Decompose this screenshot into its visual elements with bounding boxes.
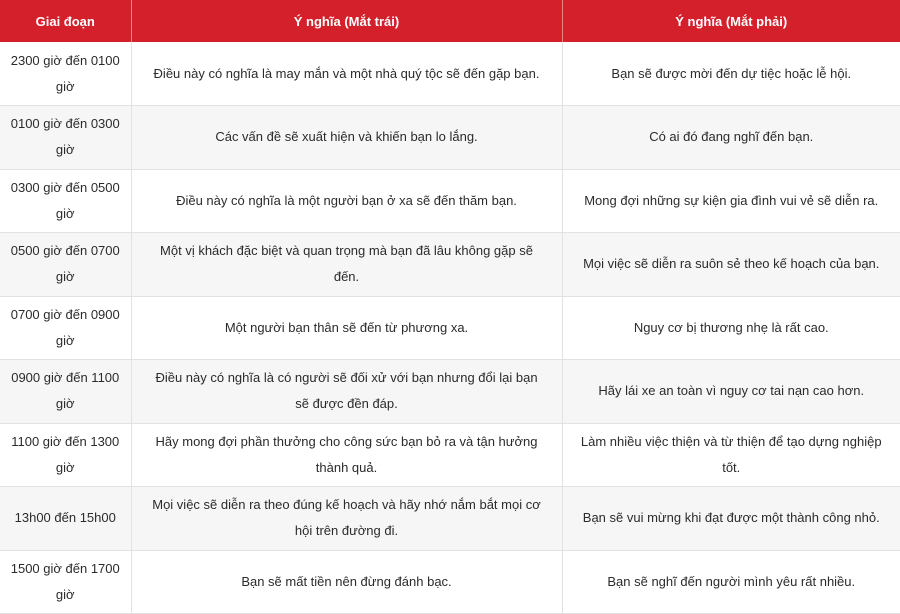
cell-left-eye: Hãy mong đợi phần thưởng cho công sức bạn bỏ ra và tận hưởng thành quả.	[131, 423, 562, 487]
cell-left-eye: Điều này có nghĩa là may mắn và một nhà quý tộc sẽ đến gặp bạn.	[131, 42, 562, 106]
cell-left-eye: Một người bạn thân sẽ đến từ phương xa.	[131, 296, 562, 360]
table-row	[0, 233, 900, 297]
table-row	[0, 296, 900, 360]
cell-right-eye: Có ai đó đang nghĩ đến bạn.	[562, 106, 900, 170]
cell-right-eye: Mong đợi những sự kiện gia đình vui vẻ sẽ diễn ra.	[562, 169, 900, 233]
cell-period: 1100 giờ đến 1300 giờ	[0, 423, 131, 487]
table-row	[0, 550, 900, 614]
header-period: Giai đoạn	[0, 0, 131, 42]
table-row	[0, 487, 900, 551]
header-right-eye: Ý nghĩa (Mắt phải)	[562, 0, 900, 42]
cell-left-eye: Các vấn đề sẽ xuất hiện và khiến bạn lo lắng.	[131, 106, 562, 170]
table-row	[0, 42, 900, 106]
cell-right-eye: Hãy lái xe an toàn vì nguy cơ tai nạn cao hơn.	[562, 360, 900, 424]
header-left-eye: Ý nghĩa (Mắt trái)	[131, 0, 562, 42]
cell-right-eye: Bạn sẽ được mời đến dự tiệc hoặc lễ hội.	[562, 42, 900, 106]
cell-period: 1500 giờ đến 1700 giờ	[0, 550, 131, 614]
cell-left-eye: Điều này có nghĩa là có người sẽ đối xử với bạn nhưng đổi lại bạn sẽ được đền đáp.	[131, 360, 562, 424]
table-row	[0, 360, 900, 424]
cell-right-eye: Làm nhiều việc thiện và từ thiện để tạo dựng nghiệp tốt.	[562, 423, 900, 487]
header-row	[0, 0, 900, 42]
table-row	[0, 423, 900, 487]
cell-period: 0100 giờ đến 0300 giờ	[0, 106, 131, 170]
cell-period: 0500 giờ đến 0700 giờ	[0, 233, 131, 297]
cell-left-eye: Mọi việc sẽ diễn ra theo đúng kế hoạch và hãy nhớ nắm bắt mọi cơ hội trên đường đi.	[131, 487, 562, 551]
cell-left-eye: Bạn sẽ mất tiền nên đừng đánh bạc.	[131, 550, 562, 614]
table-header	[0, 0, 900, 42]
cell-left-eye: Một vị khách đặc biệt và quan trọng mà bạn đã lâu không gặp sẽ đến.	[131, 233, 562, 297]
cell-right-eye: Bạn sẽ vui mừng khi đạt được một thành công nhỏ.	[562, 487, 900, 551]
table-row	[0, 169, 900, 233]
cell-period: 13h00 đến 15h00	[0, 487, 131, 551]
cell-left-eye: Điều này có nghĩa là một người bạn ở xa sẽ đến thăm bạn.	[131, 169, 562, 233]
cell-period: 0300 giờ đến 0500 giờ	[0, 169, 131, 233]
table-body	[0, 42, 900, 614]
cell-right-eye: Mọi việc sẽ diễn ra suôn sẻ theo kế hoạch của bạn.	[562, 233, 900, 297]
cell-right-eye: Nguy cơ bị thương nhẹ là rất cao.	[562, 296, 900, 360]
table-row	[0, 106, 900, 170]
cell-period: 0700 giờ đến 0900 giờ	[0, 296, 131, 360]
cell-right-eye: Bạn sẽ nghĩ đến người mình yêu rất nhiều.	[562, 550, 900, 614]
cell-period: 2300 giờ đến 0100 giờ	[0, 42, 131, 106]
cell-period: 0900 giờ đến 1100 giờ	[0, 360, 131, 424]
